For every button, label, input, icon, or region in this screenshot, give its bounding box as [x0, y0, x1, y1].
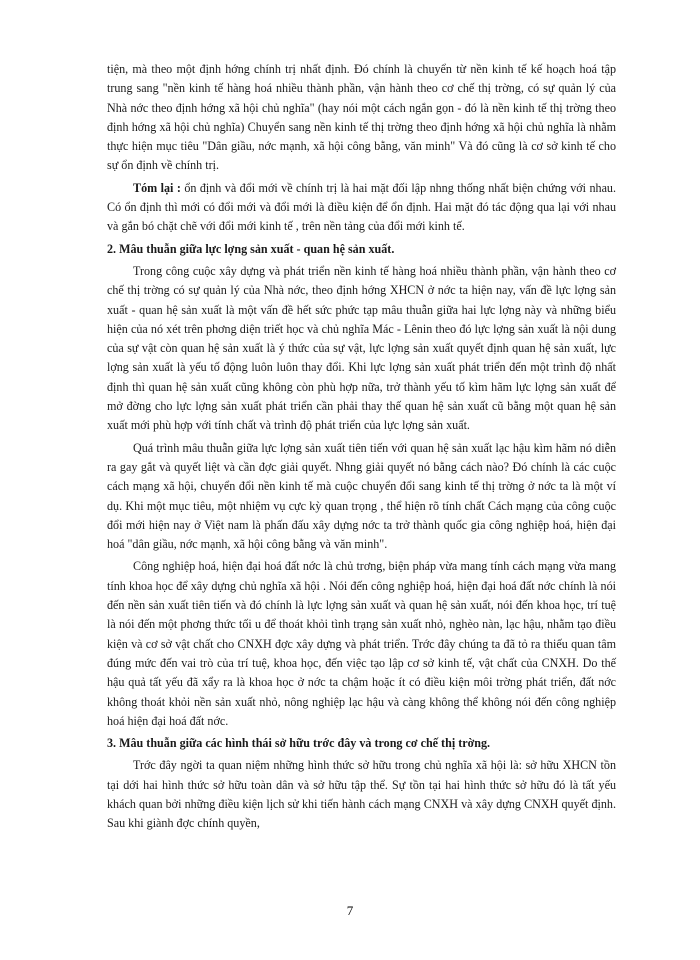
- section-heading-3: 3. Mâu thuẫn giữa các hình thái sở hữu trớc đây và trong cơ chế thị trờng.: [107, 736, 491, 751]
- summary-lead: Tóm lại :: [133, 180, 181, 195]
- section-heading-2: 2. Mâu thuẫn giữa lực lợng sản xuất - quan hệ sản xuất.: [107, 241, 395, 256]
- summary-body: ổn định và đổi mới về chính trị là hai mặt đối lập nhng thống nhất biện chứng với nhau. Có ổn định thì mới có đổi mới và đổi mới là điều kiện để ổn định. Hai mặt đó tác động qua lại với nhau và gắn bó chặt chẽ với đổi mới kinh tế , trên nền tảng của đổi mới kinh tế.: [107, 180, 617, 234]
- paragraph-summary: [107, 179, 616, 237]
- paragraph-6: Trớc đây ngời ta quan niệm những hình thức sở hữu trong chủ nghĩa xã hội là: sở hữu XHCN tồn tại dới hai hình thức sở hữu toàn dân và sở hữu tập thể. Sự tồn tại hai hình thức sở hữu đó là tất yếu khách quan bởi những điều kiện lịch sử khi tiến hành cách mạng CNXH và xây dựng CNXH quyết định. Sau khi giành đợc chính quyền,: [107, 758, 616, 831]
- paragraph-4: Quá trình mâu thuẫn giữa lực lợng sản xuất tiên tiến với quan hệ sản xuất lạc hậu kìm hãm nó diễn ra gay gắt và quyết liệt và cần đợc giải quyết. Nhng giải quyết nó bằng cách nào? Đó chính là các cuộc cách mạng xã hội, chuyển đổi nền kinh tế mà cuộc chuyển đổi sang kinh tế thị trờng ở nớc ta là một ví dụ. Khi một mục tiêu, một nhiệm vụ cực kỳ quan trọng , thể hiện rõ tính chất Cách mạng của công cuộc đổi mới hiện nay ở Việt nam là phấn đấu xây dựng nớc ta trở thành quốc gia công nghiệp hoá, hiện đại hoá "dân giầu, nớc mạnh, xã hội công bằng và văn minh".: [107, 440, 616, 552]
- page-number: 7: [346, 903, 354, 918]
- paragraph-3: Trong công cuộc xây dựng và phát triển nền kinh tế hàng hoá nhiều thành phần, vận hành theo cơ chế thị trờng có sự quản lý của Nhà nớc, theo định hớng XHCN ở nớc ta hiện nay, vấn đề lực lợng sản xuất - quan hệ sản xuất là một vấn đề hết sức phức tạp mâu thuẫn giữa hai lực lợng này và những biểu hiện của nó xét trên phơng diện triết học và chủ nghĩa Mác - Lênin theo đó lực lợng sản xuất là nội dung của sự vật còn quan hệ sản xuất là ý thức của sự vật, lực lợng sản xuất quyết định quan hệ sản xuất, lực lợng sản xuất là yếu tố động luôn luôn thay đổi. Khi lực lợng sản xuất phát triển đến một trình độ nhất định thì quan hệ sản xuất cũng không còn phù hợp nữa, trở thành yếu tố kìm hãm lực lợng sản xuất để mở đờng cho lực lợng sản xuất phát triển cần phải thay thế quan hệ sản xuất cũ bằng một quan hệ sản xuất mới phù hợp với tính chất và trình độ phát triển của lực lợng sản xuất.: [107, 263, 616, 433]
- paragraph-1: tiện, mà theo một định hớng chính trị nhất định. Đó chính là chuyển từ nền kinh tế kế hoạch hoá tập trung sang "nền kinh tế hàng hoá nhiều thành phần, vận hành theo cơ chế thị trờng, có sự quản lý của Nhà nớc theo định hớng xã hội chủ nghĩa" (hay nói một cách ngắn gọn - đó là nền kinh tế thị trờng theo định hớng xã hội chủ nghĩa) Chuyển sang nền kinh tế thị trờng theo định hớng xã hội chủ nghĩa là nhằm thực hiện mục tiêu "Dân giầu, nớc mạnh, xã hội công bằng, văn minh" Và đó cũng là cơ sở kinh tế cho sự ổn định về chính trị.: [107, 62, 616, 173]
- paragraph-5: Công nghiệp hoá, hiện đại hoá đất nớc là chủ trơng, biện pháp vừa mang tính cách mạng vừa mang tính khoa học để xây dựng chủ nghĩa xã hội . Nói đến công nghiệp hoá, hiện đại hoá đất nớc chính là nói đến nền sản xuất tiên tiến và đó chính là lực lợng sản xuất và quan hệ sản xuất, nói đến khoa học, trí tuệ là nói đến một phơng thức tối u để thoát khỏi tình trạng sản xuất nhỏ, nghèo nàn, lạc hậu, nhằm tạo điều kiện và cơ sở vật chất cho CNXH đợc xây dựng và phát triển. Trớc đây chúng ta đã tỏ ra thiếu quan tâm đúng mức đến vai trò của trí tuệ, khoa học, đến việc tạo lập cơ sở kinh tế, vật chất của CNXH. Do thế hậu quả tất yếu đã xẩy ra là khoa học ở nớc ta chậm hoặc ít có điều kiện môi trờng phát triển, đất nớc không thoát khỏi nền sản xuất nhỏ, nông nghiệp lạc hậu và càng không thể không nói đến công nghiệp hoá hiện đại hoá đất nớc.: [107, 559, 616, 728]
